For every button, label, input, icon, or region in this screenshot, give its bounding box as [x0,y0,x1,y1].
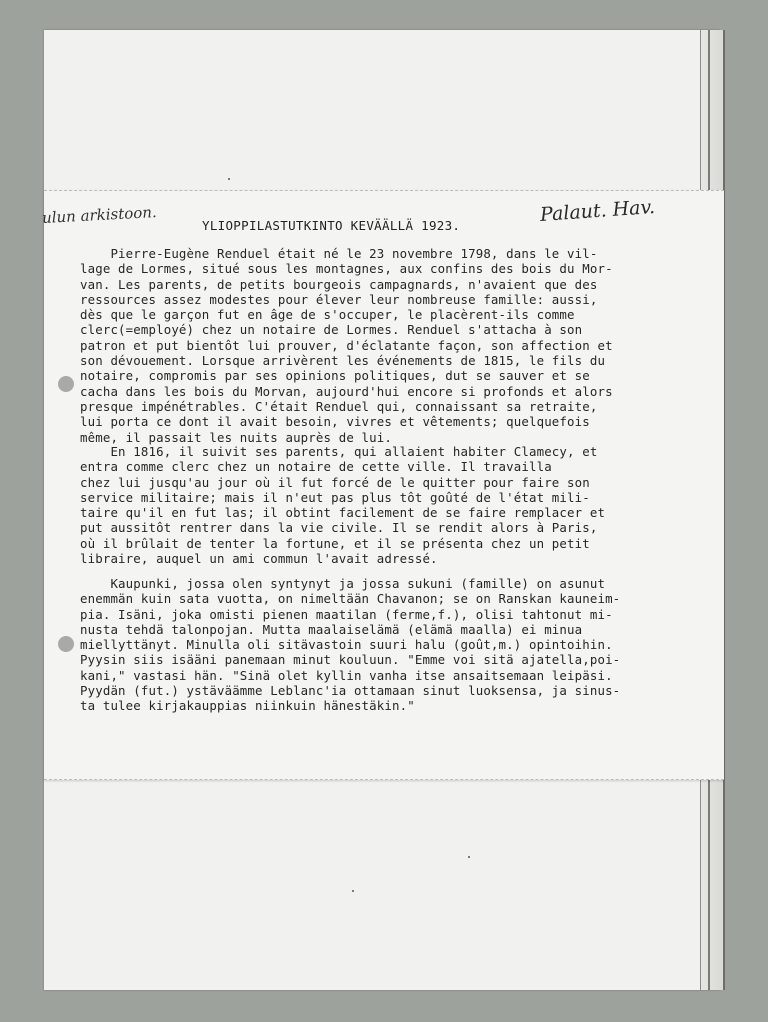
paragraph-finnish [80,576,680,714]
text-line: ressources assez modestes pour élever leur nombreuse famille: aussi, [80,291,598,307]
text-line: miellyttänyt. Minulla oli sitävastoin suuri halu (goût,m.) opintoihin. [80,637,613,653]
text-line: lui porta ce dont il avait besoin, vivres et vêtements; quelquefois [80,414,590,430]
paper-speck [468,856,470,858]
text-line: lage de Lormes, situé sous les montagnes, aux confins des bois du Mor- [80,261,613,277]
text-line: notaire, compromis par ses opinions politiques, dut se sauver et se [80,368,590,384]
text-line: presque impénétrables. C'était Renduel qui, connaissant sa retraite, [80,398,598,414]
text-line: Pyydän (fut.) ystäväämme Leblanc'ia ottamaan sinut luoksensa, ja sinus- [80,683,621,699]
paragraph-french-2 [80,444,680,566]
punch-hole [58,376,74,392]
text-line: patron et put bientôt lui prouver, d'éclatante façon, son affection et [80,337,613,353]
text-line: chez lui jusqu'au jour où il fut forcé de le quitter pour faire son [80,474,590,490]
text-line: En 1816, il suivit ses parents, qui allaient habiter Clamecy, et [80,444,598,459]
document-title: YLIOPPILASTUTKINTO KEVÄÄLLÄ 1923. [202,218,461,233]
text-line: van. Les parents, de petits bourgeois campagnards, n'avaient que des [80,276,598,292]
text-line: taire qu'il en fut las; il obtint facilement de se faire remplacer et [80,505,606,521]
text-line: Pyysin siis isääni panemaan minut kouluun. "Emme voi sitä ajatella,poi- [80,652,621,668]
punch-hole [58,636,74,652]
handwritten-note-left: ulun arkistoon. [41,203,158,227]
text-line: libraire, auquel un ami commun l'avait adressé. [80,551,438,567]
text-line: cacha dans les bois du Morvan, aujourd'hui encore si profonds et alors [80,383,613,399]
handwritten-note-right: Palaut. Hav. [539,196,656,226]
text-line: Kaupunki, jossa olen syntynyt ja jossa sukuni (famille) on asunut [80,576,606,591]
text-line: kani," vastasi hän. "Sinä olet kyllin vanha itse ansaitsemaan leipäsi. [80,667,613,683]
text-line: put aussitôt rentrer dans la vie civile. Il se rendit alors à Paris, [80,520,598,536]
text-line: ta tulee kirjakauppias niinkuin hänestäkin." [80,698,415,714]
paper-speck [352,890,354,892]
text-line: son dévouement. Lorsque arrivèrent les événements de 1815, le fils du [80,353,606,369]
text-line: service militaire; mais il n'eut pas plus tôt goûté de l'état mili- [80,489,590,505]
text-line: entra comme clerc chez un notaire de cette ville. Il travailla [80,459,552,475]
paper-speck [228,178,230,180]
text-line: enemmän kuin sata vuotta, on nimeltään Chavanon; se on Ranskan kauneim- [80,591,621,607]
text-line: clerc(=employé) chez un notaire de Lormes. Renduel s'attacha à son [80,322,583,338]
text-line: nusta tehdä talonpojan. Mutta maalaiselämä (elämä maalla) ei minua [80,621,583,637]
text-line: pia. Isäni, joka omisti pienen maatilan (ferme,f.), olisi tahtonut mi- [80,606,613,622]
text-line: même, il passait les nuits auprès de lui. [80,429,393,445]
paragraph-french-1 [80,246,680,445]
text-line: Pierre-Eugène Renduel était né le 23 novembre 1798, dans le vil- [80,246,598,261]
text-line: dès que le garçon fut en âge de s'occuper, le placèrent-ils comme [80,307,575,323]
text-line: où il brûlait de tenter la fortune, et il se présenta chez un petit [80,535,590,551]
